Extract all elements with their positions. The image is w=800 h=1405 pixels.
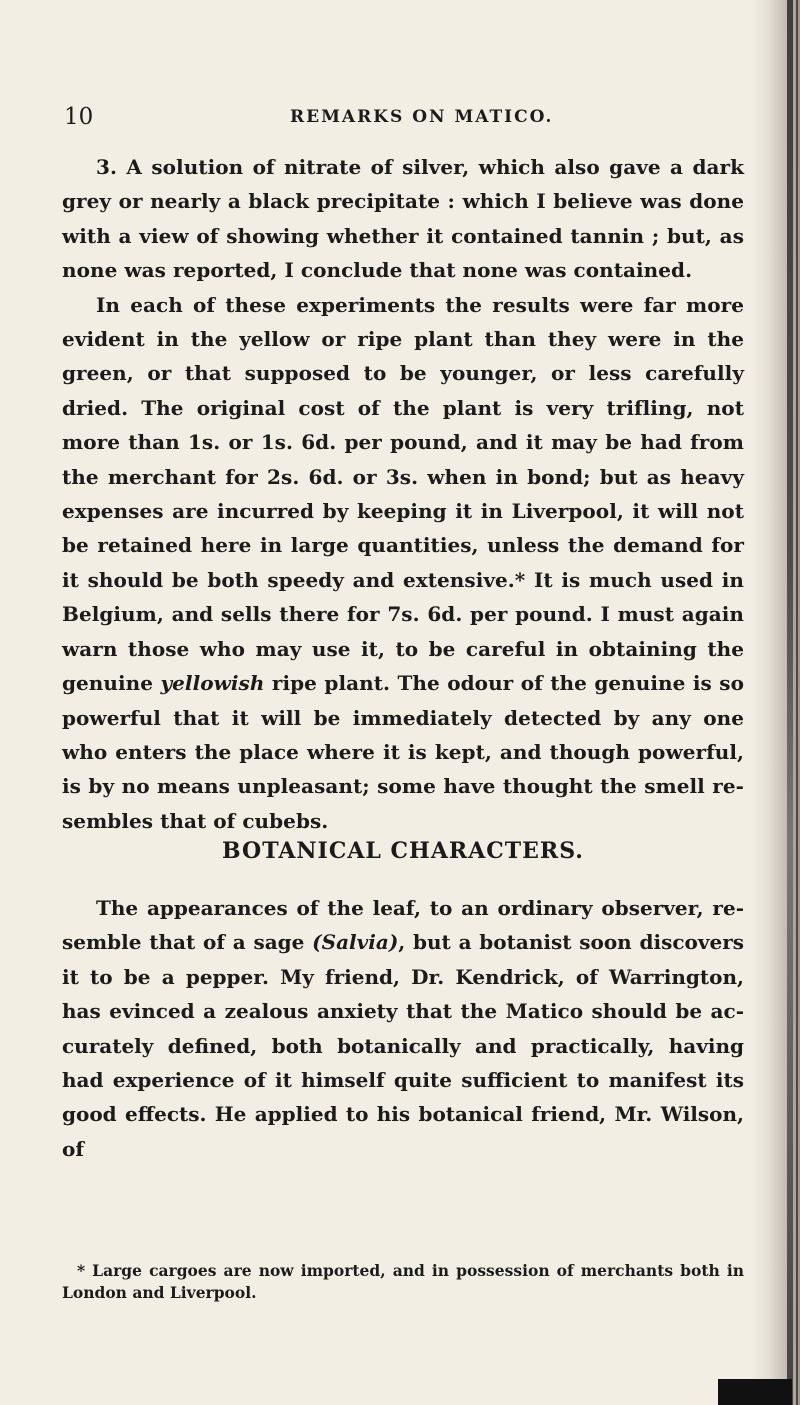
section-heading: BOTANICAL CHARACTERS.	[222, 838, 584, 864]
footnote-text: * Large cargoes are now imported, and in possession of merchants both in London and Liverpool.	[62, 1261, 744, 1302]
page-corner-mark	[718, 1379, 792, 1405]
page-header	[64, 104, 750, 136]
paragraph-botanical-text: The appearances of the leaf, to an ordinary observer, re- semble that of a sage	[62, 896, 744, 955]
paragraph-botanical	[62, 891, 744, 1166]
paragraph-botanical-text-end: , but a botanist soon discovers it to be a pepper. My friend, Dr. Kendrick, of Warrington, has evinced a zealous anxiety that the Matico should be ac- curately defined, both botanically and practically, having had experience of it himself quite sufficient to manifest its good effects. He applied to his botanical friend, Mr. Wilson, of	[62, 930, 745, 1161]
page-edge-line	[796, 0, 798, 1405]
paragraph-nitrate: 3. A solution of nitrate of silver, which also gave a dark grey or nearly a black precipitate : which I believe was done with a view of showing whether it contained tannin ; but, as none was reported, I conclude that none was contained.	[62, 155, 744, 283]
paragraph-experiments-text-end: ripe plant. The odour of the genuine is so powerful that it will be immediately detected by any one who enters the place where it is kept, and though powerful, is by no means unpleasant; some have thought the smell re- sembles that of cubebs.	[62, 671, 744, 833]
page-number: 10	[64, 104, 94, 130]
paragraph-experiments	[62, 288, 744, 839]
page-edge-binding	[787, 0, 793, 1405]
footnote	[62, 1260, 744, 1304]
main-text	[62, 150, 744, 838]
italic-salvia: (Salvia)	[312, 930, 399, 955]
botanical-text	[62, 891, 744, 1166]
paragraph-experiments-text: In each of these experiments the results were far more evident in the yellow or ripe plant than they were in the green, or that supposed to be younger, or less carefully dried. The original cost of the plant is very trifling, not more than 1s. or 1s. 6d. per pound, and it may be had from the merchant for 2s. 6d. or 3s. when in bond; but as heavy expenses are incurred by keeping it in Liverpool, it will not be retained here in large quantities, unless the demand for it should be both speedy and extensive.* It is much used in Belgium, and sells there for 7s. 6d. per pound. I must again warn those who may use it, to be careful in obtaining the genuine	[62, 292, 744, 696]
running-head: REMARKS ON MATICO.	[290, 107, 554, 127]
italic-yellowish: yellowish	[160, 671, 265, 696]
